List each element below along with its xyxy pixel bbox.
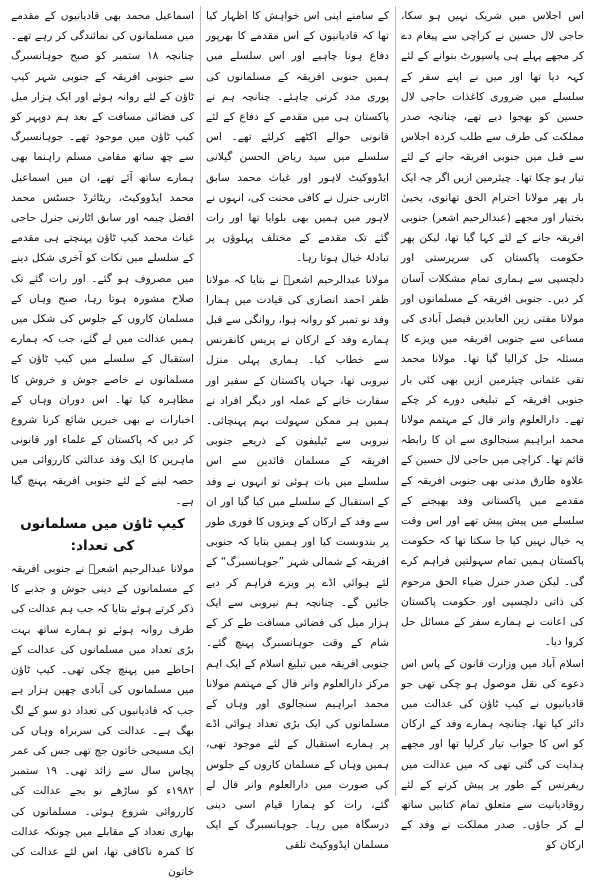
article-paragraph: اس اجلاس میں شریک نہیں ہو سکا، حاجی لال حسین نے کراچی سے پیغام دے کر مجھے پہلے ہی پاسپورٹ بنوانے کے لئے کہہ دیا تھا اور میں نے اپنے سفر کے سلسلے میں ضروری کاغذات حاجی لال حسین کو بھجوا دیے تھے، چنانچہ صدر مملکت کی طرف سے طلب کردہ اجلاس سے قبل میں جنوبی افریقہ جانے کے لئے تیار ہو چکا تھا۔ چیئرمین ازیں اگر چہ ایک بار پھر مولانا احترام الحق تھانوی، یحییٰ بختیار اور مجھے (عبدالرحیم اشعر) جنوبی افریقہ جانے کے لئے کہا گیا تھا، لیکن پھر حکومت پاکستان کی سرپرستی اور دلچسپی سے ہماری تمام مشکلات آسان کر دیں۔ جنوبی افریقہ کے مسلمانوں اور مولانا مفتی زین العابدین فیصل آبادی کی مساعی سے جنوبی افریقہ میں ویزے کا مسئلہ حل کرالیا گیا تھا۔ مولانا محمد تقی عثمانی چیئرمین ازیں بھی کئی بار جنوبی افریقہ کے تبلیغی دورے کر چکے تھے۔ دارالعلوم وانر فال کے مہتمم مولانا محمد ابراہیم سنجالوی سے ان کا رابطہ قائم تھا۔ کراچی میں حاجی لال حسین کے علاوہ طارق مدنی بھی جنوبی افریقہ کے مقدمے میں پاکستانی وفد بھیجنے کے سلسلے میں پیش پیش تھے اور اس وقت یہ خیال نہیں کیا جا سکتا تھا کہ حکومت پاکستان ہمیں تمام سہولتیں فراہم کرے گی۔ لیکن صدر جنرل ضیاء الحق مرحوم کی ذاتی دلچسپی اور حکومت پاکستان کی اعانت نے ہمارے سفر کے مسائل حل کروا دیا۔ — [401, 10, 584, 649]
column-middle — [200, 6, 389, 852]
section-heading: کیپ ٹاؤن میں مسلمانوں کی تعداد: — [20, 516, 185, 555]
article-paragraph: مولانا عبدالرحیم اشعرؔ نے جنوبی افریقہ کے مسلمانوں کے دینی جوش و جذبے کا ذکر کرتے ہوئے بتایا کہ جب ہم عدالت کی طرف روانہ ہوئے تو ہمارے ساتھ بہت بڑی تعداد میں مسلمانوں کی عدالت کے احاطے میں پہنچ چکی تھی۔ کیپ ٹاؤن میں مسلمانوں کی آبادی چھپن ہزار ہے جب کہ قادیانیوں کی تعداد دو سو کے لگ بھگ ہے۔ عدالت کی سربراہ وہاں کی ایک مسیحی خاتون جج تھی جس کی عمر پچاس سال سے زائد تھی۔ ۱۹ ستمبر ۱۹۸۲ء کو ساڑھے نو بجے عدالت کی کارروائی شروع ہوئی۔ مسلمانوں کی بھاری تعداد کے مقابلے میں چونکہ عدالت کا کمرہ ناکافی تھا، اس لئے عدالت کی خاتون — [11, 563, 194, 879]
article-paragraph: اسلام آباد میں وزارت قانون کے پاس اس دعوے کی نقل موصول ہو چکی تھی جو قادیانیوں نے کیپ ٹاؤن کی عدالت میں دائر کیا تھا، چنانچہ ہمارے وفد کے ارکان کو اس کا جواب تیار کرلیا تھا اور مجھے ہدایت کی گئی تھی کہ میں عدالت میں ریفرنس کے طور پر پیش کرنے کے لئے روقادیانیت سے متعلق تمام کتابیں ساتھ لے کر جاؤں۔ صدر مملکت نے وفد کے ارکان کو — [401, 657, 584, 852]
article-paragraph: اسماعیل محمد بھی قادیانیوں کے مقدمے میں مسلمانوں کی نمائندگی کر رہے تھے۔ چنانچہ ۱۸ ستمبر کو صبح جوہانسبرگ سے جنوبی افریقہ کے جنوبی شہر کیپ ٹاؤن کے لئے روانہ ہوئے اور ایک ہزار میل کی فضائی مسافت کے بعد ہم دوپہر کو کیپ ٹاؤن میں موجود تھے۔ جوہانسبرگ سے چھ ساتھ مقامی مسلم راہنما بھی ہمارے ساتھ آئے تھے، ان میں اسماعیل محمد ایڈووکیٹ، ریٹائرڈ جسٹس محمد افضل چیمہ اور سابق اٹارنی جنرل حاجی غیاث محمد کیپ ٹاؤن پہنچتے ہی مقدمے کے سلسلے میں نکات کو آخری شکل دینے میں مصروف ہو گئے۔ اور رات گئے تک صلاح مشورہ ہوتا رہا، صبح وہاں کے مسلمان کاروں کے جلوس کی شکل میں ہمیں عدالت میں لے گئے، جب کہ ہمارے استقبال کے سلسلے میں کیپ ٹاؤن کے مسلمانوں نے خاصے جوش و خروش کا مظاہرہ کیا تھا۔ اس دوران وہاں کے اخبارات نے بھی خبریں شائع کرنا شروع کر دیں کہ پاکستان کے علماء اور قانونی ماہرین کا ایک وفد عدالتی کارروائی میں حصہ لینے کے لئے جنوبی افریقہ پہنچ گیا ہے۔ — [11, 10, 194, 507]
article-paragraph: مولانا عبدالرحیم اشعرؔ نے بتایا کہ مولانا ظفر احمد انصاری کی قیادت میں ہمارا وفد نو تمبر کو روانہ ہوا، روانگی سے قبل ہمارے وفد کے ارکان نے پریس کانفرنس سے خطاب کیا۔ ہماری پہلی منزل نیروبی تھا، جہاں پاکستان کے سفیر اور سفارت خانے کے عملہ اور دیگر افراد نے ہمیں ہر ممکن سہولت بہم پہنچائی۔ نیروبی سے ٹیلیفون کے ذریعے جنوبی افریقہ کے مسلمان قائدین سے اس سلسلے میں بات ہوئی تو انہوں نے وفد کے استقبال کے سلسلے میں کیا گیا اور ان سے وفد کے ارکان کے ویزوں کا فوری طور پر بندوبست کیا اور ہمیں بتایا کہ جنوبی افریقہ کے شمالی شہر ”جوہانسبرگ“ کے لئے ہوائی اڈے پر ویزے فراہم کر دیے جائیں گے۔ چنانچہ ہم نیروبی سے ایک ہزار میل کی فضائی مسافت طے کر کے شام کے وقت جوہانسبرگ پہنچ گئے۔ جنوبی افریقہ میں تبلیغ اسلام کے ایک اہم مرکز دارالعلوم وانر فال کے مہتمم مولانا محمد ابراہیم سنجالوی اور وہاں کے مسلمانوں کی ایک بڑی تعداد ہوائی اڈے پر ہمارے استقبال کے لئے موجود تھی، ہمیں وہاں کے مسلمان کاروں کے جلوس کی صورت میں دارالعلوم وانر فال لے گئے، رات کو ہمارا قیام اسی دینی درسگاہ میں رہا۔ جوہانسبرگ کے ایک مسلمان ایڈووکیٹ تلقی — [206, 273, 389, 852]
column-right — [395, 6, 584, 852]
column-left — [6, 6, 194, 879]
article-paragraph: کے سامنے اپنی اس خواہش کا اظہار کیا تھا کہ قادیانیوں کے اس مقدمے کا بھرپور دفاع ہونا چاہیے اور اس سلسلے میں ہمیں جنوبی افریقہ کے مسلمانوں کی پوری مدد کرنی چاہئے۔ چنانچہ ہم نے پاکستان ہی میں مقدمے کے دفاع کے لئے قانونی حوالے اکٹھے کرلئے تھے۔ اس سلسلے میں سید ریاض الحسن گیلانی ایڈووکیٹ لاہور اور غیاث محمد سابق اٹارنی جنرل نے کافی محنت کی، انہوں نے لاہور میں ہمیں بھی بلوایا تھا اور رات گئے تک مقدمے کے مختلف پہلوؤں پر تبادلۂ خیال ہوتا رہا۔ — [206, 10, 389, 265]
